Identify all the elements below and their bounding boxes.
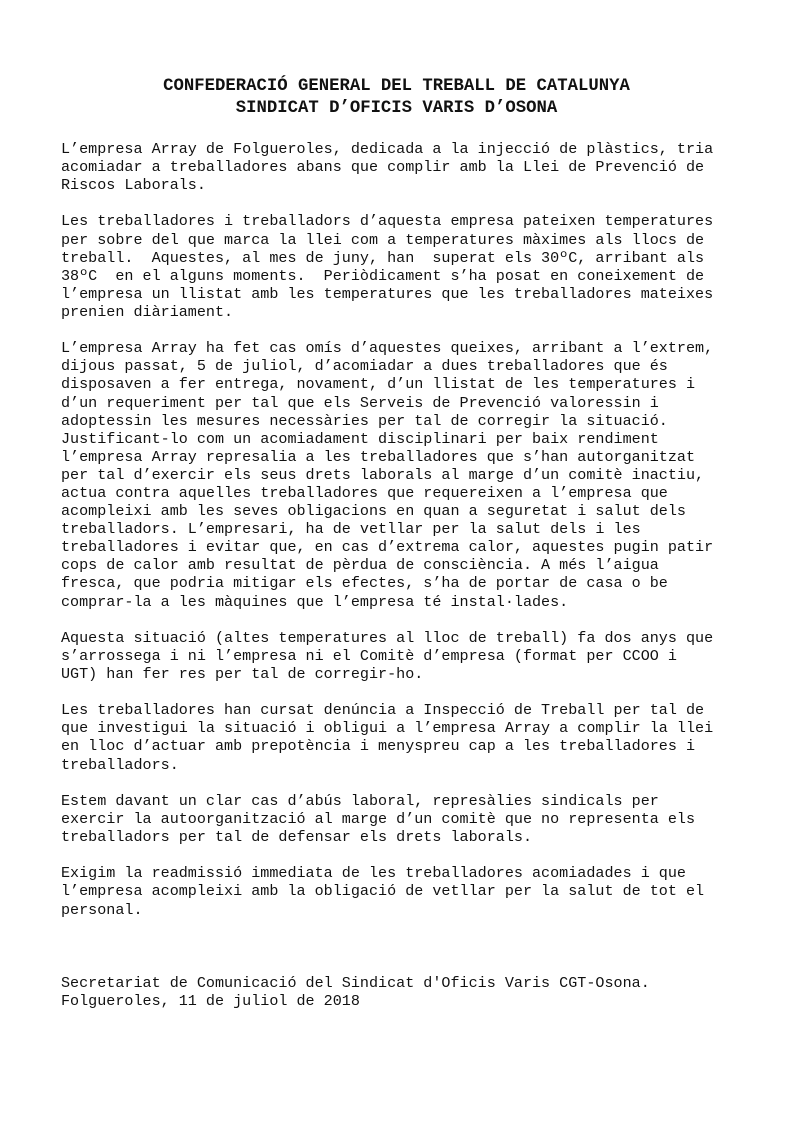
paragraph-line: d’un requeriment per tal que els Serveis de Prevenció valoressin i [61,393,659,412]
paragraph [61,629,751,683]
paragraph [61,701,751,773]
paragraph-line: Estem davant un clar cas d’abús laboral, represàlies sindicals per [61,791,659,810]
paragraph-line: cops de calor amb resultat de pèrdua de consciència. A més l’aigua [61,556,659,575]
paragraph-line: comprar-la a les màquines que l’empresa té instal·lades. [61,592,569,611]
paragraph-line: Exigim la readmissió immediata de les treballadores acomiadades i que [61,864,686,883]
paragraph [61,212,751,321]
paragraph-line: UGT) han fer res per tal de corregir-ho. [61,665,424,683]
paragraph-line: treballadors. [61,755,179,774]
signature-block [61,974,650,1010]
paragraph [61,792,751,846]
paragraph-line: per tal d’exercir els seus drets laborals al marge d’un comitè inactiu, [61,465,705,484]
paragraph-line: adoptessin les mesures necessàries per tal de corregir la situació. [61,411,668,430]
paragraph-line: dijous passat, 5 de juliol, d’acomiadar a dues treballadores que és [61,357,668,376]
paragraph-line: L’empresa Array ha fet cas omís d’aquestes queixes, arribant a l’extrem, [61,339,714,358]
paragraph-line: Les treballadores han cursat denúncia a Inspecció de Treball per tal de [61,701,705,720]
paragraph-line: exercir la autoorganització al marge d’un comitè que no representa els [61,809,696,828]
paragraph-line: Justificant-lo com un acomiadament disciplinari per baix rendiment [61,429,659,448]
paragraph-line: que investigui la situació i obligui a l’empresa Array a complir la llei [61,719,714,738]
heading-line-1: CONFEDERACIÓ GENERAL DEL TREBALL DE CATALUNYA [163,77,630,96]
paragraph-line: l’empresa un llistat amb les temperatures que les treballadores mateixes [61,284,714,303]
paragraph [61,140,751,194]
paragraph-line: Les treballadores i treballadors d’aquesta empresa pateixen temperatures [61,212,714,231]
paragraph-line: actua contra aquelles treballadores que requereixen a l’empresa que [61,483,668,502]
heading-line-2: SINDICAT D’OFICIS VARIS D’OSONA [235,99,558,118]
paragraph-line: acomiadar a treballadores abans que complir amb la Llei de Prevenció de [61,158,705,177]
paragraph-line: 38ºC en el alguns moments. Periòdicament s’ha posat en coneixement de [61,266,705,285]
paragraph-line: prenien diàriament. [61,302,234,321]
paragraph [61,864,751,918]
paragraph-line: l’empresa acompleixi amb la obligació de vetllar per la salut de tot el [61,882,705,901]
paragraph-line: treballadors. L’empresari, ha de vetllar per la salut dels i les [61,520,641,539]
paragraph-line: Aquesta situació (altes temperatures al lloc de treball) fa dos anys que [61,628,714,647]
paragraph-line: fresca, que podria mitigar els efectes, s’ha de portar de casa o be [61,574,668,593]
document-body [61,140,751,937]
paragraph-line: treball. Aquestes, al mes de juny, han superat els 30ºC, arribant als [61,248,705,267]
signature-line-2: Folgueroles, 11 de juliol de 2018 [61,992,360,1011]
paragraph-line: l’empresa Array represalia a les treballadores que s’han autorganitzat [61,447,696,466]
document-heading [0,76,793,120]
paragraph-line: en lloc d’actuar amb prepotència i menyspreu cap a les treballadores i [61,737,696,756]
paragraph-line: personal. [61,900,143,919]
paragraph-line: disposaven a fer entrega, novament, d’un llistat de les temperatures i [61,375,696,394]
paragraph-line: Riscos Laborals. [61,176,206,195]
paragraph-line: treballadors per tal de defensar els drets laborals. [61,828,533,847]
paragraph-line: treballadores i evitar que, en cas d’extrema calor, aquestes pugin patir [61,538,714,557]
paragraph [61,339,751,610]
paragraph-line: per sobre del que marca la llei com a temperatures màximes als llocs de [61,230,705,249]
paragraph-line: s’arrossega i ni l’empresa ni el Comitè d’empresa (format per CCOO i [61,646,677,665]
signature-line-1: Secretariat de Comunicació del Sindicat d'Oficis Varis CGT-Osona. [61,974,650,992]
paragraph-line: acompleixi amb les seves obligacions en quan a seguretat i salut dels [61,502,686,521]
paragraph-line: L’empresa Array de Folgueroles, dedicada a la injecció de plàstics, tria [61,140,714,158]
